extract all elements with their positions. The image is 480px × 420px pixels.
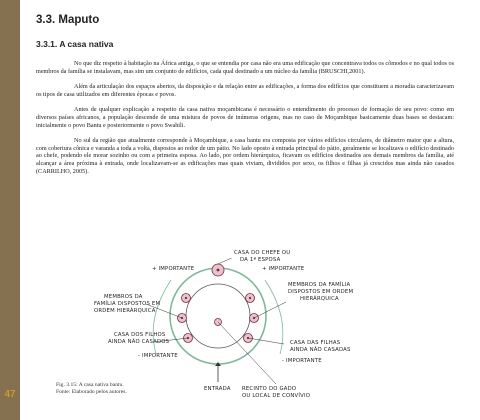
paragraph-1: No que diz respeito à habitação na África antiga, o que se entendia por casa não era uma edificação que concentrava todos os cômodos e no qual todos os membros da família se instalavam, mas sim um conjunto de edifícios, cada qual destinado a um núcleo da família (BRUSCHI,2001). [36, 60, 454, 75]
hut-left-1 [182, 294, 191, 303]
label-less-important-right: - IMPORTANTE [282, 358, 322, 364]
label-members-right: MEMBROS DA FAMÍLIA DISPOSTOS EM ORDEM HIERÁRQUICA [288, 282, 354, 302]
hut-right-1 [246, 294, 255, 303]
sidebar-band [0, 0, 20, 420]
label-more-important-left: + IMPORTANTE [152, 266, 195, 272]
label-sons-house: CASA DOS FILHOS AINDA NÃO CASADOS [108, 332, 170, 345]
label-chief-house: CASA DO CHEFE OU DA 1ª ESPOSA [234, 250, 291, 263]
label-daughters-house: CASA DAS FILHAS AINDA NÃO CASADAS [290, 340, 351, 353]
paragraph-4: No sul da região que atualmente corresponde à Moçambique, a casa bantu era composta por vários edifícios circulares, de diâmetro maior que a altura, com cobertura cônica e varanda a toda a volta, dispostos ao redor de um pátio. No lado oposto à entrada principal do pátio, geralmente se localizava o edifício destinado ao chefe, podendo ele morar sozinho ou com a primeira esposa. Ao lado, por ordem hierárquica, ficavam os edifícios destinados aos demais membros da família, até alcançar a área próxima à entrada, onde localizavam-se as edificações mas quais viviam, divididos por sexo, os filhos e filhas já crescidos mas ainda não casados (CARRILHO, 2005). [36, 137, 454, 175]
subsection-title: 3.3.1. A casa nativa [36, 39, 114, 49]
paragraph-3: Antes de qualquer explicação a respeito da casa nativa moçambicana é necessário o entendimento do processo de formação de seu povo: como em diversos países africanos, a população descende de uma mistura de povos de inúmeras origens, mas no caso de Moçambique basicamente duas bases se destacam: inicialmente o povo Bantu e posteriormente o povo Swahili. [36, 106, 454, 129]
label-members-left: MEMBROS DA FAMÍLIA DISPOSTOS EM ORDEM HIERÁRQUICA [94, 294, 161, 314]
section-title: 3.3. Maputo [36, 14, 100, 26]
label-less-important-left: - IMPORTANTE [138, 353, 178, 359]
caption-source: Fonte: Elaborado pelos autores. [56, 388, 127, 395]
label-cattle-enclosure: RECINTO DO GADO OU LOCAL DE CONVÍVIO [242, 386, 311, 399]
caption-title: Fig. 3.15: A casa nativa bantu. [56, 382, 124, 388]
figure-caption [56, 382, 146, 396]
paragraph-2: Além da articulação dos espaços abertos, da disposição e da relação entre as edificações, a forma dos edifícios que constituem a moradia caracterizavam os tipos de casa utilizados em diferentes épocas e povos. [36, 83, 454, 98]
courtyard-circle [186, 284, 250, 348]
label-entrance: ENTRADA [204, 386, 231, 392]
page-number: 47 [4, 389, 16, 400]
label-more-important-right: + IMPORTANTE [262, 266, 305, 272]
hut-chief [212, 264, 224, 276]
document-body [36, 14, 454, 183]
